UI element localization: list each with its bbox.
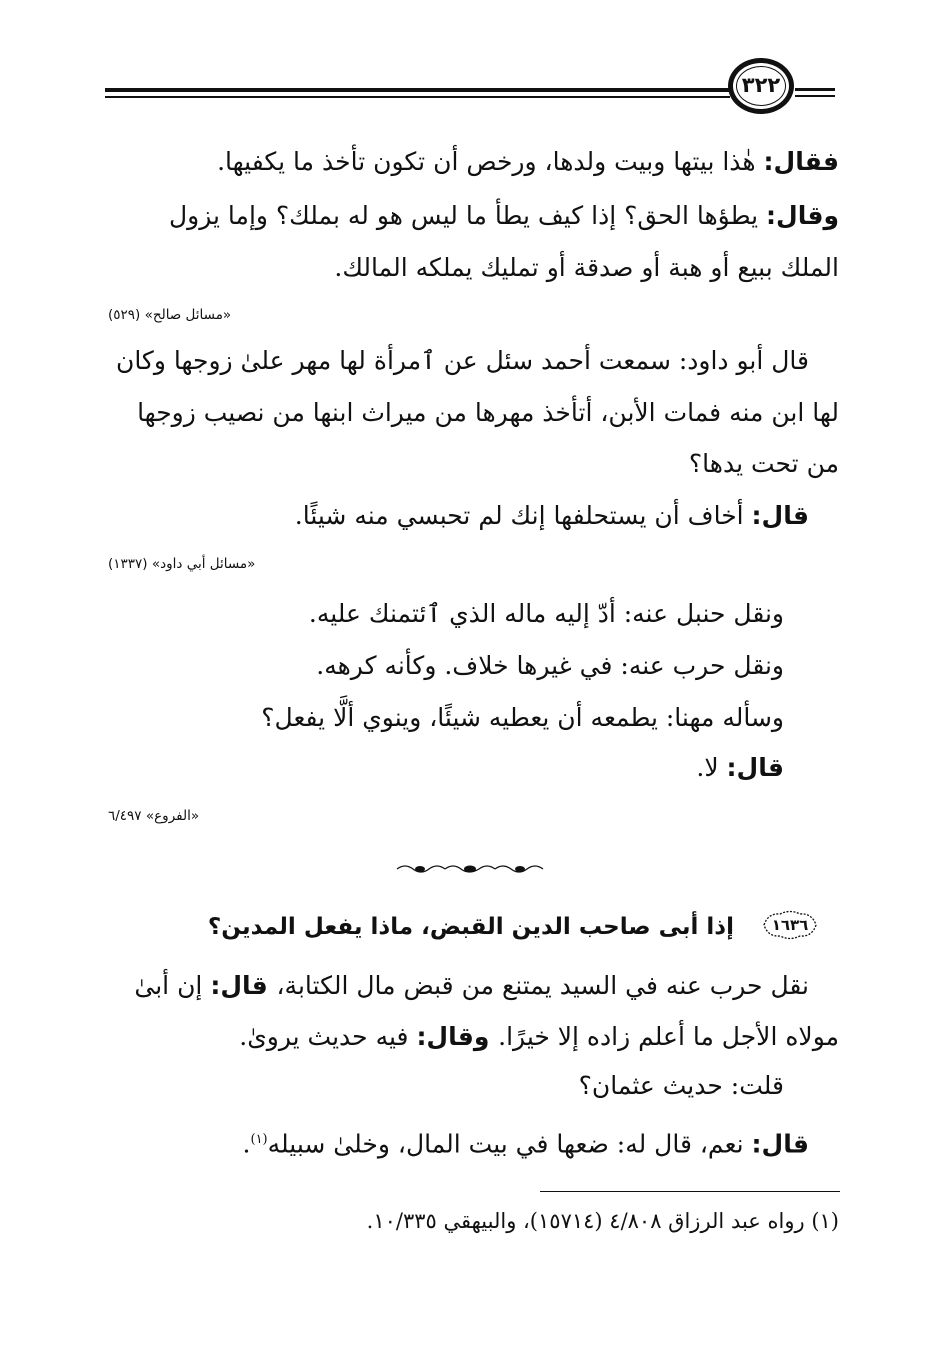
text-line xyxy=(137,395,839,431)
text-line xyxy=(309,596,784,632)
footnote-text: رواه عبد الرزاق ٤/٨٠٨ (١٥٧١٤)، والبيهقي ١٠/٣٣٥. xyxy=(366,1209,812,1233)
line-text: قال أبو داود: سمعت أحمد سئل عن ٱمرأة لها مهر علىٰ زوجها وكان xyxy=(115,346,809,375)
text-line xyxy=(696,750,784,786)
line-text: هٰذا بيتها وبيت ولدها، ورخص أن تكون تأخذ ما يكفيها. xyxy=(217,147,764,176)
section-number: ١٦٣٦ xyxy=(771,916,809,934)
header-rule-thin xyxy=(105,96,730,98)
line-text: ونقل حرب عنه: في غيرها خلاف. وكأنه كرهه. xyxy=(316,651,784,680)
line-text: وسأله مهنا: يطمعه أن يعطيه شيئًا، وينوي ألَّا يفعل؟ xyxy=(261,703,784,732)
text-line xyxy=(295,498,809,534)
header-rule xyxy=(105,88,730,92)
line-text: يطؤها الحق؟ إذا كيف يطأ ما ليس هو له بملك؟ وإما يزول xyxy=(169,201,766,230)
line-text: لها ابن منه فمات الأبن، أتأخذ مهرها من ميراث ابنها من نصيب زوجها xyxy=(137,398,839,427)
keyword: قال: xyxy=(751,501,809,530)
text-line xyxy=(316,648,784,684)
text-line xyxy=(134,968,809,1004)
line-text: من تحت يدها؟ xyxy=(688,449,839,478)
keyword: وقال: xyxy=(766,201,839,230)
keyword: فقال: xyxy=(763,147,839,176)
line-text: مولاه الأجل ما أعلم زاده إلا خيرًا. xyxy=(498,1022,839,1051)
line-text: الملك ببيع أو هبة أو صدقة أو تمليك يملكه المالك. xyxy=(334,253,839,282)
header-rule-right-thin xyxy=(795,95,835,97)
text-line xyxy=(243,1122,809,1162)
footnote-reference: (١) xyxy=(250,1132,268,1147)
header-rule-right xyxy=(795,88,835,91)
line-text: لا. xyxy=(696,753,727,782)
line-text: نعم، قال له: ضعها في بيت المال، وخلىٰ سبيله xyxy=(267,1129,752,1159)
ornament-divider-icon xyxy=(395,862,545,876)
line-text: نقل حرب عنه في السيد يمتنع من قبض مال الكتابة، xyxy=(276,971,809,1000)
keyword: قال: xyxy=(751,1129,809,1159)
text-line xyxy=(334,250,839,286)
line-text: إن أبىٰ xyxy=(134,971,211,1000)
footnote-rule xyxy=(540,1191,840,1192)
footnote xyxy=(367,1206,839,1236)
text-line xyxy=(169,198,839,234)
line-text: قلت: حديث عثمان؟ xyxy=(578,1071,784,1100)
text-line xyxy=(217,144,839,180)
keyword: قال: xyxy=(210,971,277,1000)
text-line xyxy=(579,1068,784,1104)
line-text: فيه حديث يروىٰ. xyxy=(239,1022,417,1051)
line-text: . xyxy=(242,1129,251,1159)
text-line xyxy=(261,700,784,736)
keyword: قال: xyxy=(726,753,784,782)
line-text: أخاف أن يستحلفها إنك لم تحبسي منه شيئًا. xyxy=(294,501,752,530)
source-citation: «مسائل صالح» (٥٢٩) xyxy=(108,307,232,323)
text-line xyxy=(116,343,809,379)
line-text: ونقل حنبل عنه: أدّ إليه ماله الذي ٱئتمنك عليه. xyxy=(308,599,784,628)
footnote-marker: (١) xyxy=(811,1209,839,1233)
keyword: وقال: xyxy=(416,1022,499,1051)
source-citation: «الفروع» ٦/٤٩٧ xyxy=(108,808,200,824)
page-number: ٣٢٢ xyxy=(741,73,781,97)
text-line xyxy=(239,1019,839,1055)
source-citation: «مسائل أبي داود» (١٣٣٧) xyxy=(108,556,256,572)
section-title: إذا أبى صاحب الدين القبض، ماذا يفعل المدين؟ xyxy=(207,914,734,940)
text-line xyxy=(689,446,839,482)
